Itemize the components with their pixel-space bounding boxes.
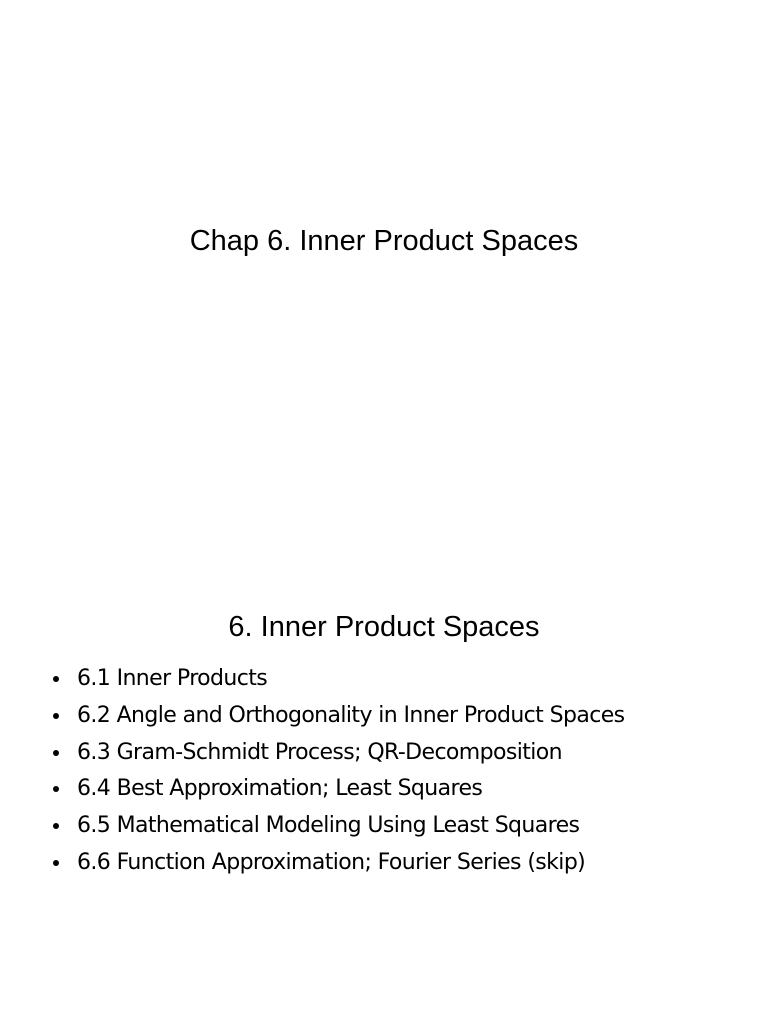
list-item-label: 6.4 Best Approximation; Least Squares — [77, 776, 483, 802]
section-list — [50, 661, 625, 882]
bullet-icon — [53, 823, 59, 829]
list-item — [50, 698, 625, 735]
list-item — [50, 808, 625, 845]
list-item — [50, 845, 625, 882]
title-slide — [0, 0, 768, 500]
list-item — [50, 735, 625, 772]
list-item-label: 6.2 Angle and Orthogonality in Inner Product Spaces — [77, 702, 625, 728]
list-item — [50, 771, 625, 808]
chapter-title: Chap 6. Inner Product Spaces — [189, 225, 579, 257]
bullet-icon — [53, 750, 59, 756]
bullet-icon — [53, 786, 59, 792]
contents-slide — [0, 520, 768, 1020]
list-item-label: 6.1 Inner Products — [77, 666, 268, 691]
bullet-icon — [53, 713, 59, 719]
bullet-icon — [53, 676, 59, 682]
bullet-icon — [53, 860, 59, 866]
list-item-label: 6.5 Mathematical Modeling Using Least Squares — [77, 813, 580, 839]
list-item-label: 6.6 Function Approximation; Fourier Series (skip) — [77, 849, 586, 875]
list-item — [50, 661, 625, 698]
list-item-label: 6.3 Gram-Schmidt Process; QR-Decomposition — [77, 739, 562, 765]
section-title: 6. Inner Product Spaces — [228, 611, 540, 643]
